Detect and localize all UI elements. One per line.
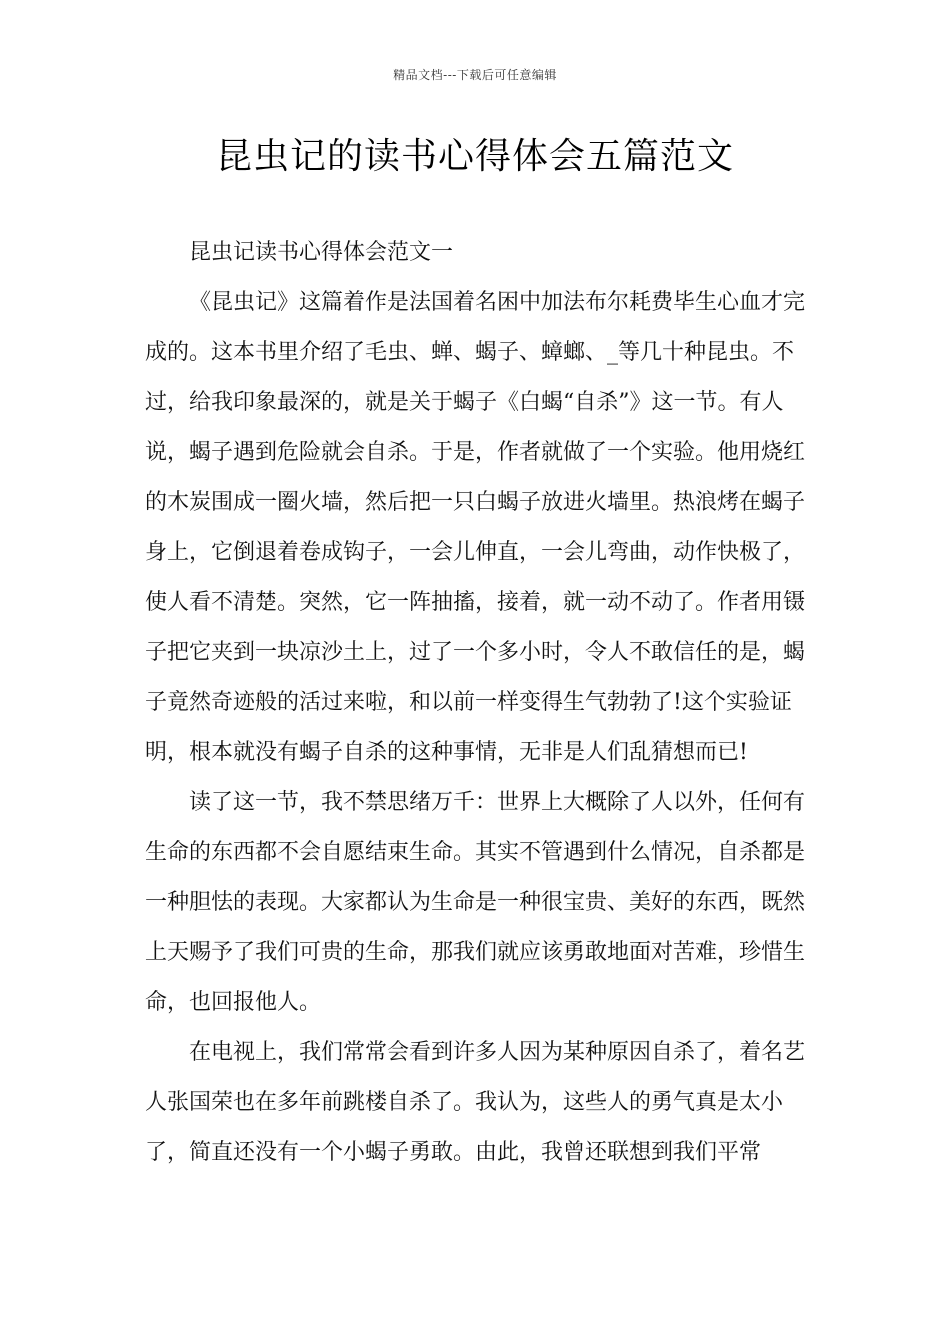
document-body bbox=[145, 228, 815, 1178]
section-heading: 昆虫记读书心得体会范文一 bbox=[189, 240, 454, 265]
document-title: 昆虫记的读书心得体会五篇范文 bbox=[215, 136, 734, 177]
header-note: 精品文档---下载后可任意编辑 bbox=[393, 68, 557, 82]
body-paragraph: 在电视上，我们常常会看到许多人因为某种原因自杀了，着名艺人张国荣也在多年前跳楼自杀了。我认为，这些人的勇气真是太小了，简直还没有一个小蝎子勇敢。由此，我曾还联想到我们平常 bbox=[145, 1040, 806, 1165]
body-paragraph: 读了这一节，我不禁思绪万千：世界上大概除了人以外，任何有生命的东西都不会自愿结束生命。其实不管遇到什么情况，自杀都是一种胆怯的表现。大家都认为生命是一种很宝贵、美好的东西，既然上天赐予了我们可贵的生命，那我们就应该勇敢地面对苦难，珍惜生命，也回报他人。 bbox=[145, 790, 806, 1015]
body-paragraph: 《昆虫记》这篇着作是法国着名困中加法布尔耗费毕生心血才完成的。这本书里介绍了毛虫、蝉、蝎子、蟑螂、_等几十种昆虫。不过，给我印象最深的，就是关于蝎子《白蝎“自杀”》这一节。有人说，蝎子遇到危险就会自杀。于是，作者就做了一个实验。他用烧红的木炭围成一圈火墙，然后把一只白蝎子放进火墙里。热浪烤在蝎子身上，它倒退着卷成钩子，一会儿伸直，一会儿弯曲，动作快极了，使人看不清楚。突然，它一阵抽搐，接着，就一动不动了。作者用镊子把它夹到一块凉沙土上，过了一个多小时，令人不敢信任的是，蝎子竟然奇迹般的活过来啦，和以前一样变得生气勃勃了!这个实验证明，根本就没有蝎子自杀的这种事情，无非是人们乱猜想而已! bbox=[145, 290, 806, 765]
